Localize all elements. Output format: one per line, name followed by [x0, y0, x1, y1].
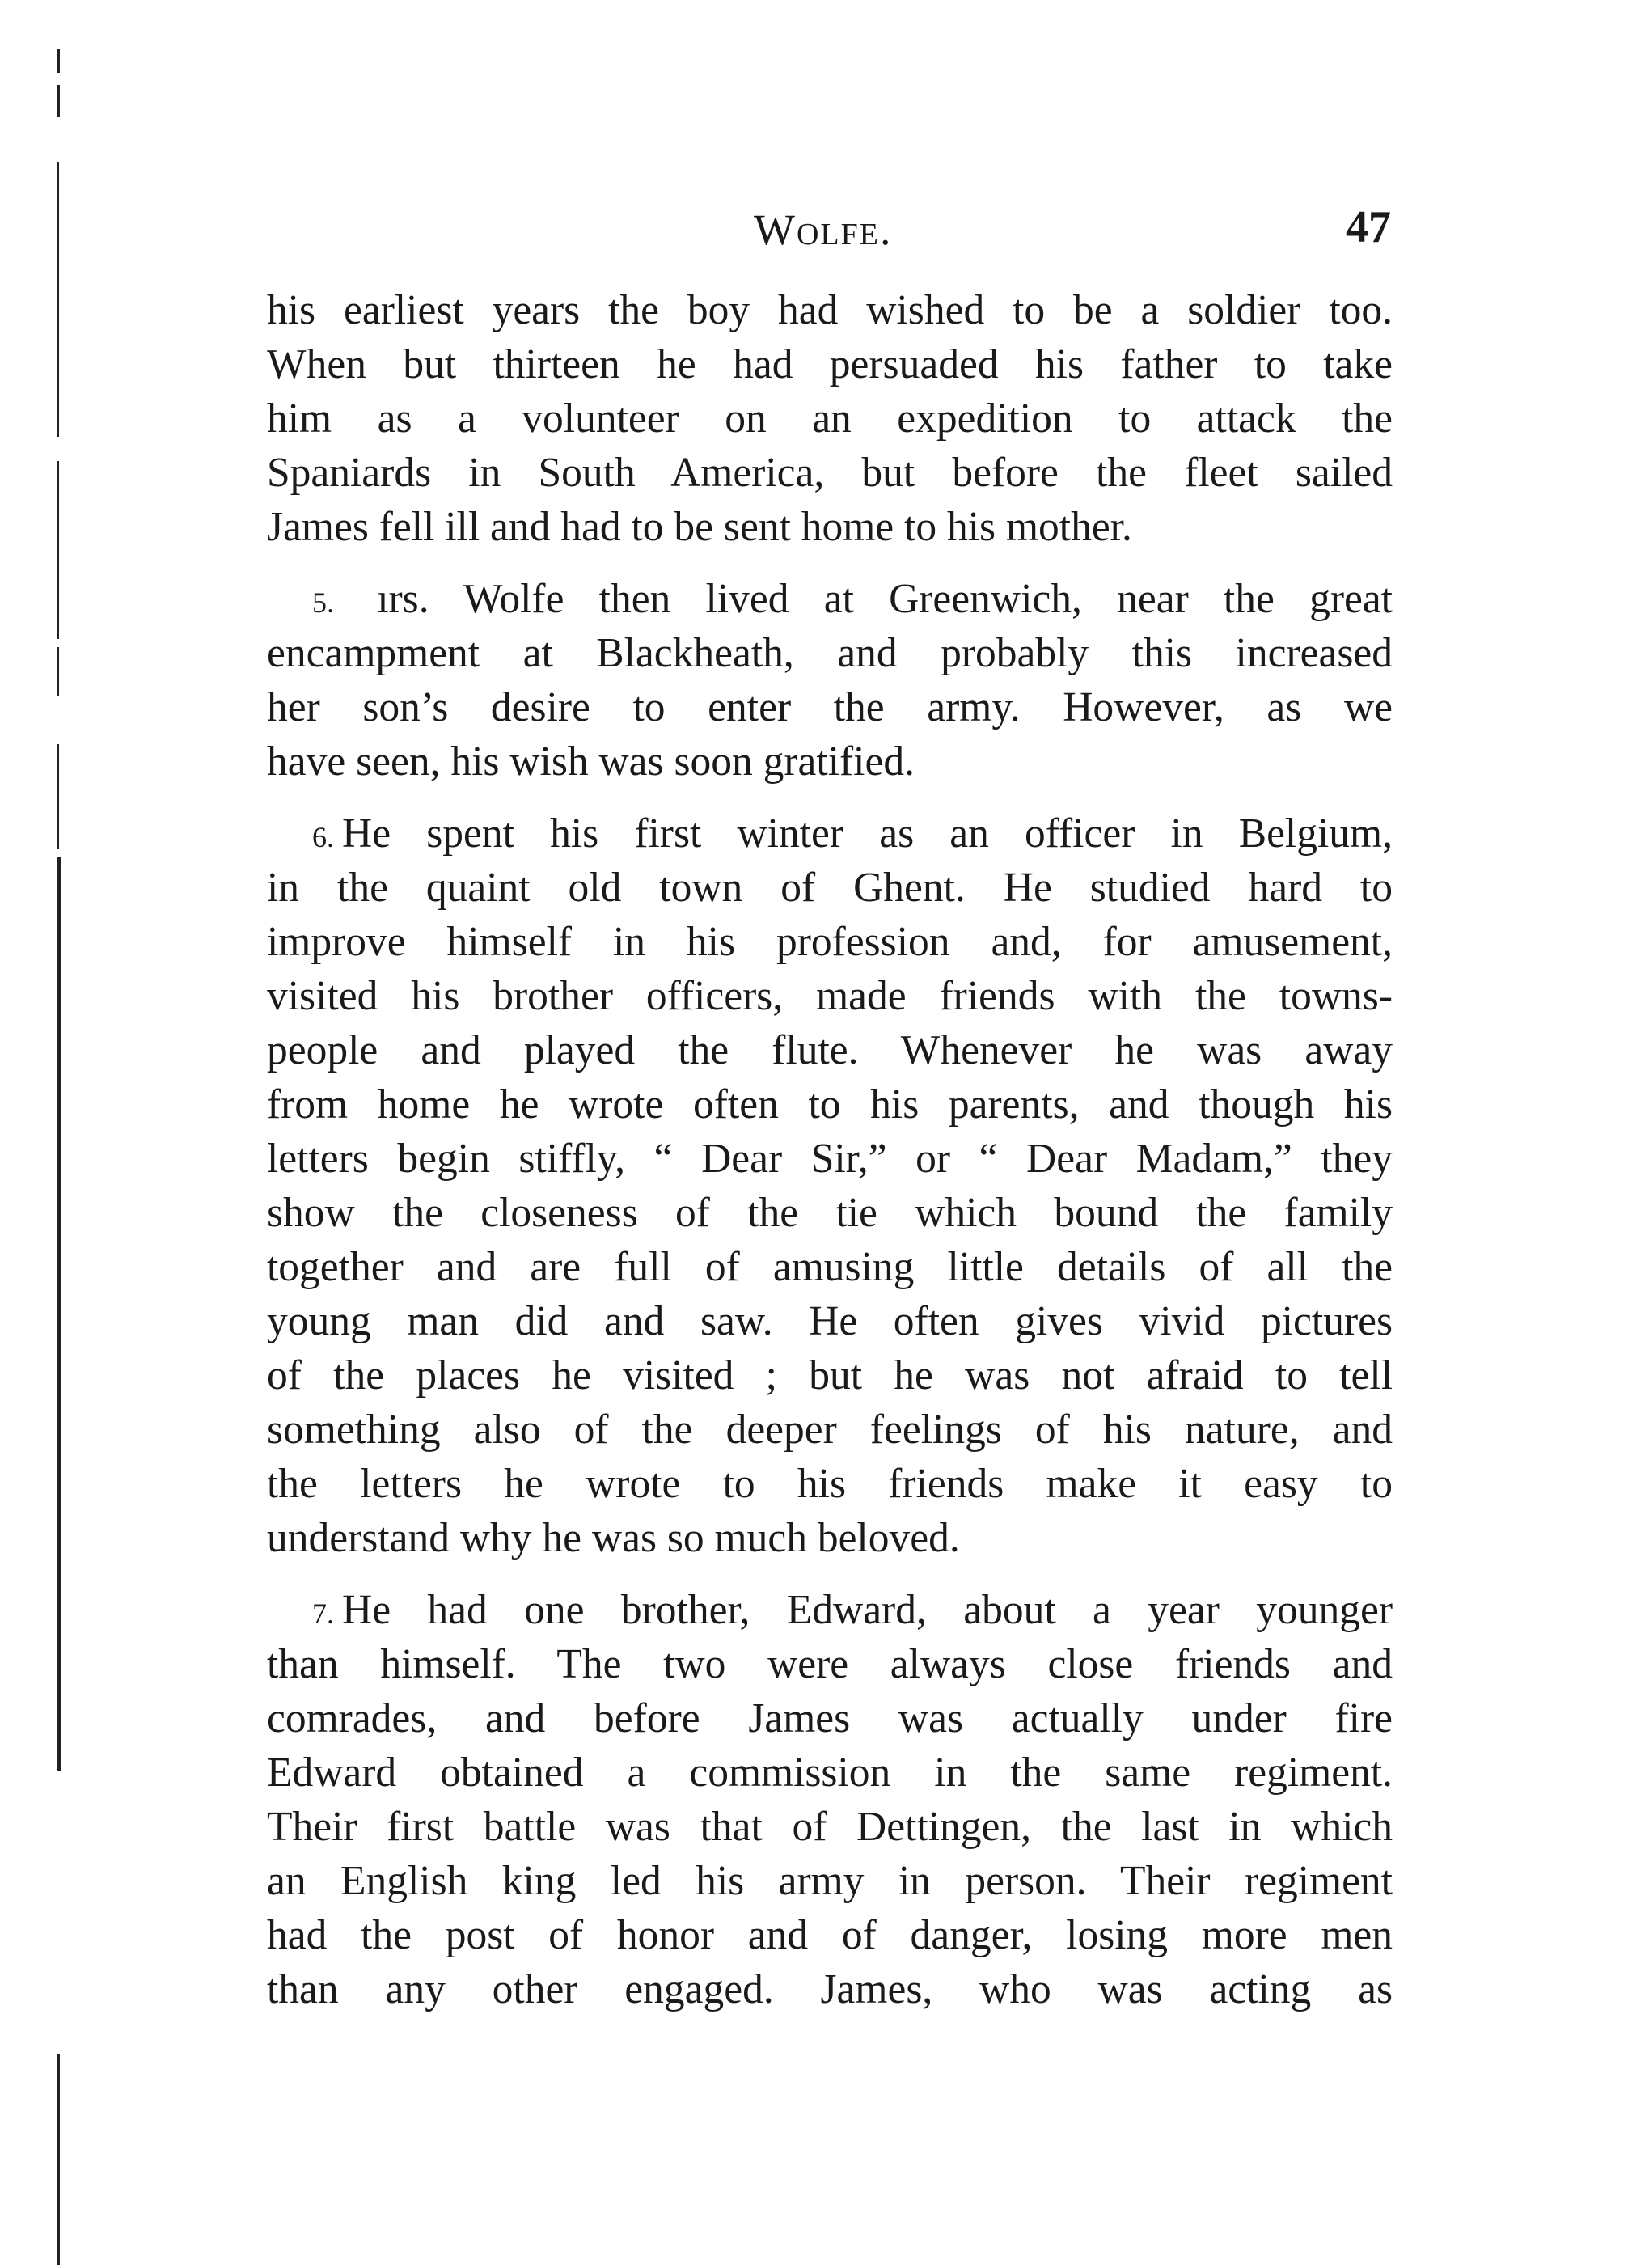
text-line: from home he wrote often to his parents, and though his: [267, 1081, 1393, 1128]
text-line: show the closeness of the tie which bound the family: [267, 1190, 1393, 1236]
text-line: young man did and saw. He often gives vivid pictures: [267, 1298, 1393, 1344]
text-line: than any other engaged. James, who was acting as: [267, 1966, 1393, 2012]
scan-margin-mark: [57, 2054, 60, 2143]
page-header: [267, 198, 1391, 263]
scan-margin-mark: [57, 647, 59, 696]
text-line: something also of the deeper feelings of his nature, and: [267, 1407, 1393, 1453]
text-line: [267, 806, 1393, 861]
text-line: James fell ill and had to be sent home to his mother.: [267, 504, 1132, 550]
text-line: improve himself in his profession and, for amusement,: [267, 919, 1393, 965]
text-line: letters begin stiffly, “ Dear Sir,” or “ Dear Madam,” they: [267, 1136, 1393, 1182]
text-line: understand why he was so much beloved.: [267, 1515, 960, 1561]
text-line: When but thirteen he had persuaded his father to take: [267, 341, 1393, 387]
text-line: Their first battle was that of Dettingen, the last in which: [267, 1804, 1393, 1850]
paragraph-number: 6.: [312, 821, 334, 853]
paragraph: [267, 572, 1393, 789]
scan-margin-mark: [57, 744, 59, 849]
text-line: visited his brother officers, made friends with the towns-: [267, 973, 1393, 1019]
text-line-content: He spent his first winter as an officer in Belgium,: [342, 810, 1393, 857]
paragraph: [267, 283, 1393, 554]
paragraph: [267, 806, 1393, 1565]
scan-margin-mark: [57, 162, 59, 437]
text-line: his earliest years the boy had wished to be a soldier too.: [267, 287, 1393, 333]
paragraph-number: 7.: [312, 1597, 334, 1630]
text-line: together and are full of amusing little details of all the: [267, 1244, 1393, 1290]
text-line: [267, 572, 1393, 626]
running-head: Wolfe.: [754, 205, 893, 254]
scan-margin-mark: [57, 85, 60, 117]
text-line: than himself. The two were always close friends and: [267, 1641, 1393, 1687]
paragraph-number: 5.: [312, 586, 334, 619]
text-line: the letters he wrote to his friends make it easy to: [267, 1461, 1393, 1507]
scan-margin-mark: [57, 49, 60, 73]
text-line: Edward obtained a commission in the same regiment.: [267, 1750, 1393, 1796]
paragraph: [267, 1583, 1393, 2016]
text-line: her son’s desire to enter the army. However, as we: [267, 684, 1393, 730]
text-line: of the places he visited ; but he was not afraid to tell: [267, 1352, 1393, 1398]
text-line-content: He had one brother, Edward, about a year younger: [342, 1587, 1393, 1633]
text-line: Spaniards in South America, but before the fleet sailed: [267, 450, 1393, 496]
scan-margin-mark: [57, 461, 59, 639]
body-text: [267, 283, 1393, 2034]
text-line: people and played the flute. Whenever he was away: [267, 1027, 1393, 1073]
text-line: in the quaint old town of Ghent. He studied hard to: [267, 865, 1393, 911]
scan-margin-mark: [57, 2143, 60, 2265]
text-line: comrades, and before James was actually under fire: [267, 1695, 1393, 1741]
text-line: had the post of honor and of danger, losing more men: [267, 1912, 1393, 1958]
text-line: [267, 1583, 1393, 1637]
text-line: an English king led his army in person. Their regiment: [267, 1858, 1393, 1904]
text-line-content: ırs. Wolfe then lived at Greenwich, near the great: [342, 576, 1393, 622]
page-number: 47: [1346, 202, 1391, 252]
text-line: him as a volunteer on an expedition to attack the: [267, 396, 1393, 442]
scan-margin-mark: [57, 857, 61, 1771]
text-line: encampment at Blackheath, and probably this increased: [267, 630, 1393, 676]
text-line: have seen, his wish was soon gratified.: [267, 738, 915, 785]
